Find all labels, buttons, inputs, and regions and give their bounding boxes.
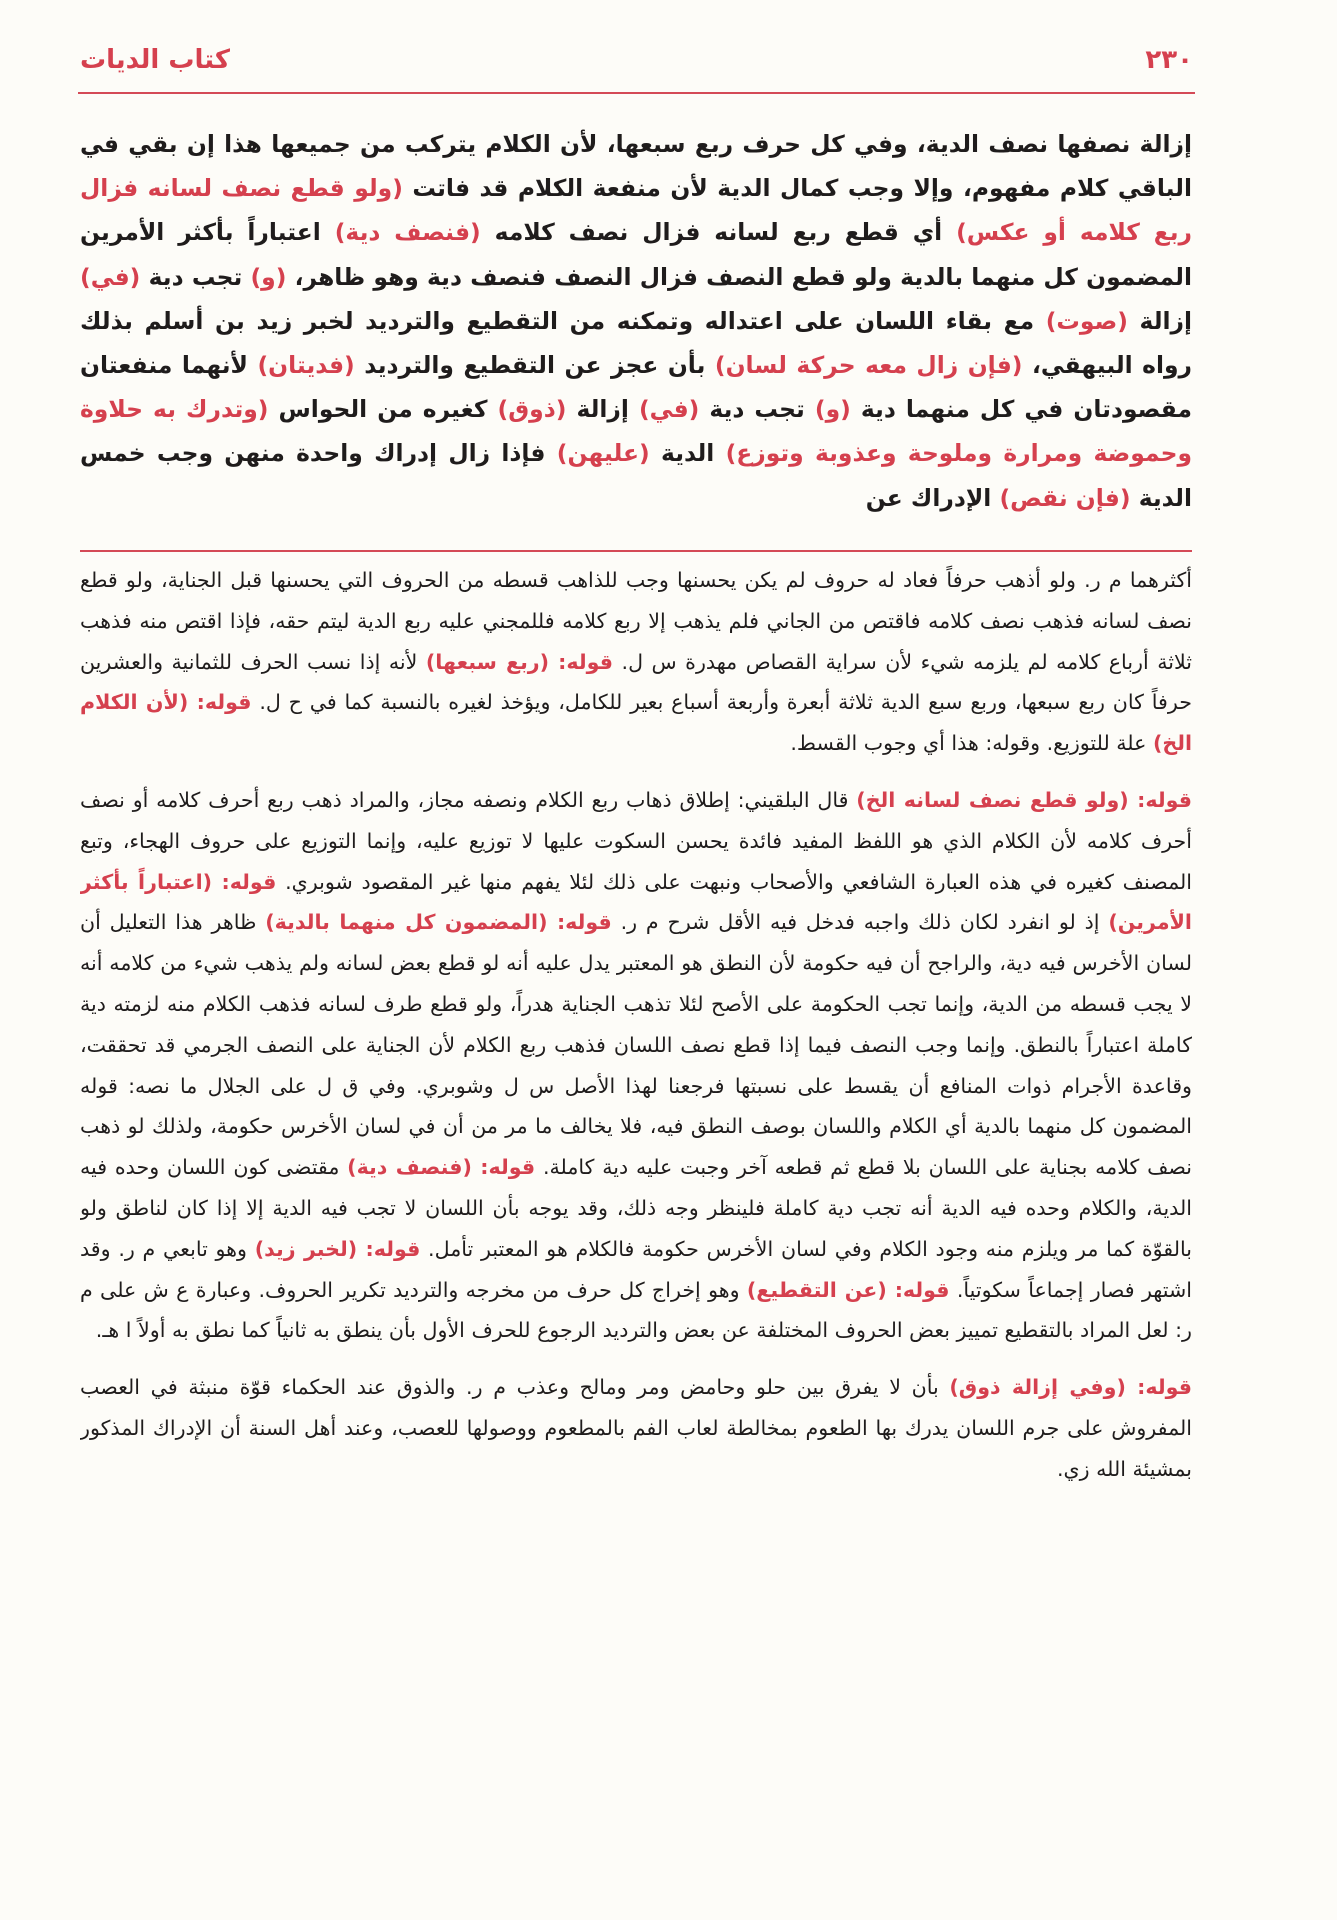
text-segment: الإدراك عن: [865, 483, 1000, 512]
highlighted-term: (و): [814, 395, 851, 424]
text-segment: إذ لو انفرد لكان ذلك واجبه فدخل فيه الأقل شرح م ر.: [611, 910, 1109, 935]
text-segment: تجب دية: [699, 395, 815, 424]
note-paragraph: [80, 780, 1192, 1351]
highlighted-term: (و): [250, 262, 287, 291]
text-segment: مقتضى كون اللسان وحده فيه الدية، والكلام وحده فيه الدية أنه تجب دية كاملة فلينظر وجه ذلك، وقد يوجه بأن اللسان لا تجب فيه الدية إلا إذا كان لناطق ولو بالقوّة كما مر ويلزم منه وجود الكلام وفي لسان الأخرس حكومة فالكلام هو المعتبر تأمل.: [80, 1155, 1192, 1261]
highlighted-term: (عليهن): [556, 439, 650, 468]
highlighted-term: (فديتان): [257, 351, 355, 380]
text-segment: ظاهر هذا التعليل أن لسان الأخرس فيه دية، والراجح أن فيه حكومة لأن النطق هو المعتبر يدل عليه أنه لو قطع بعض لسانه ولم يذهب شيء من كلامه أنه لا يجب قسطه من الدية، وإنما تجب الحكومة على الأصح لئلا تذهب الجناية هدراً، ولو قطع طرف لسانه فذهب الكلام منه لزمته دية كاملة اعتباراً بالنطق. وإنما وجب النصف فيما إذا قطع نصف اللسان فذهب ربع الكلام لأن الجناية على النصف الجرمي قد تحققت، وقاعدة الأجرام ذوات المنافع أن يقسط على نسبتها فرجعنا لهذا الأصل س ل وشوبري. وفي ق ل على الجلال ما نصه: قوله المضمون كل منهما بالدية أي الكلام واللسان بوصف النطق فيه، فلا يخالف ما مر من أن في لسان الأخرس حكومة، ولذلك لو ذهب نصف كلامه بجناية على اللسان بلا قطع ثم قطعه آخر وجبت عليه دية كاملة.: [80, 910, 1192, 1180]
highlighted-term: قوله: (لأن الكلام الخ): [80, 690, 1192, 756]
highlighted-term: قوله: (لخبر زيد): [254, 1236, 421, 1261]
text-segment: بأن عجز عن التقطيع والترديد: [354, 351, 715, 380]
text-segment: مع بقاء اللسان على اعتداله وتمكنه من التقطيع والترديد لخبر زيد بن أسلم بذلك رواه البيهقي،: [80, 306, 1192, 380]
highlighted-term: (في): [80, 262, 141, 291]
text-segment: الدية: [649, 439, 726, 468]
highlighted-term: قوله: (فنصف دية): [347, 1155, 536, 1180]
section-divider: [80, 550, 1192, 552]
highlighted-term: (صوت): [1045, 306, 1128, 335]
highlighted-term: (ولو قطع نصف لسانه فزال ربع كلامه أو عكس): [80, 174, 1192, 247]
text-segment: تجب دية: [140, 262, 251, 291]
highlighted-term: (فإن زال معه حركة لسان): [714, 351, 1023, 380]
note-paragraph: [80, 1367, 1192, 1489]
text-segment: قال البلقيني: إطلاق ذهاب ربع الكلام ونصفه مجاز، والمراد ذهب ربع أحرف كلامه أو نصف أحرف كلامه لأن الكلام الذي هو اللفظ المفيد فائدة يحسن السكوت عليها لا توزيع عليه، وإنما التوزيع على حروف الهجاء، وتبع المصنف كغيره في هذه العبارة الشافعي والأصحاب ونبهت على ذلك لئلا يفهم منها غير المقصود شوبري.: [80, 787, 1192, 894]
highlighted-term: (فنصف دية): [334, 218, 481, 247]
highlighted-term: (وتدرك به حلاوة وحموضة ومرارة وملوحة وعذوبة وتوزع): [80, 395, 1192, 468]
highlighted-term: قوله: (اعتباراً بأكثر الأمرين): [80, 869, 1192, 935]
text-segment: وهو تابعي م ر. وقد اشتهر فصار إجماعاً سكوتياً.: [80, 1236, 1192, 1302]
text-segment: إزالة: [1127, 306, 1192, 335]
text-segment: فإذا زال إدراك واحدة منهن وجب خمس الدية: [80, 439, 1192, 512]
commentary-notes: [80, 560, 1192, 1860]
highlighted-term: (في): [638, 395, 700, 424]
text-segment: إزالة: [566, 395, 639, 424]
text-segment: اعتباراً بأكثر الأمرين المضمون كل منهما بالدية ولو قطع النصف فزال النصف فنصف دية وهو ظاهر،: [80, 218, 1192, 291]
text-segment: إزالة نصفها نصف الدية، وفي كل حرف ربع سبعها، لأن الكلام يتركب من جميعها هذا إن بقي في الباقي كلام مفهوم، وإلا وجب كمال الدية لأن منفعة الكلام قد فاتت: [80, 130, 1192, 203]
note-paragraph: [80, 560, 1192, 764]
text-segment: علة للتوزيع. وقوله: هذا أي وجوب القسط.: [790, 731, 1153, 756]
text-segment: لأنه إذا نسب الحرف للثمانية والعشرين حرفاً كان ربع سبعها، وربع سبع الدية ثلاثة أبعرة وأربعة أسباع بعير للكامل، ويؤخذ لغيره بالنسبة كما في ح ل.: [80, 649, 1192, 715]
text-segment: بأن لا يفرق بين حلو وحامض ومر ومالح وعذب م ر. والذوق عند الحكماء قوّة منبثة في العصب المفروش على جرم اللسان يدرك بها الطعوم بمخالطة لعاب الفم بالمطعوم ووصولها للعصب، وعند أهل السنة أن الإدراك المذكور بمشيئة الله زي.: [80, 1375, 1192, 1481]
page-number: ٢٣٠: [1145, 45, 1193, 75]
highlighted-term: قوله: (المضمون كل منهما بالدية): [265, 910, 612, 935]
highlighted-term: قوله: (ولو قطع نصف لسانه الخ): [856, 787, 1192, 812]
text-segment: كغيره من الحواس: [268, 395, 498, 424]
main-text: [80, 122, 1192, 546]
text-segment: أي قطع ربع لسانه فزال نصف كلامه: [480, 218, 957, 247]
text-segment: لأنهما منفعتان مقصودتان في كل منهما دية: [80, 351, 1192, 424]
text-segment: وهو إخراج كل حرف من مخرجه والترديد تكرير الحروف. وعبارة ع ش على م ر: لعل المراد بالتقطيع تمييز بعض الحروف المختلفة عن بعض والترديد الرجوع للحرف الأول بأن ينطق به ثانياً كما نطق به أولاً ا هـ.: [80, 1277, 1192, 1343]
highlighted-term: قوله: (وفي إزالة ذوق): [949, 1375, 1192, 1400]
page-header: [78, 28, 1195, 94]
chapter-title: كتاب الديات: [80, 45, 231, 75]
highlighted-term: (ذوق): [497, 395, 567, 424]
highlighted-term: قوله: (عن التقطيع): [746, 1277, 950, 1302]
highlighted-term: قوله: (ربع سبعها): [425, 649, 614, 674]
highlighted-term: (فإن نقص): [999, 483, 1131, 512]
text-segment: أكثرهما م ر. ولو أذهب حرفاً فعاد له حروف لم يكن يحسنها وجب للذاهب قسطه من الحروف التي يحسنها قبل الجناية، ولو قطع نصف لسانه فذهب نصف كلامه فاقتص من الجاني فلم يذهب إلا ربع كلامه فللمجني عليه ربع الدية ليتم حقه، فإذا اقتص منه فذهب ثلاثة أرباع كلامه لم يلزمه شيء لأن سراية القصاص مهدرة س ل.: [80, 568, 1192, 674]
